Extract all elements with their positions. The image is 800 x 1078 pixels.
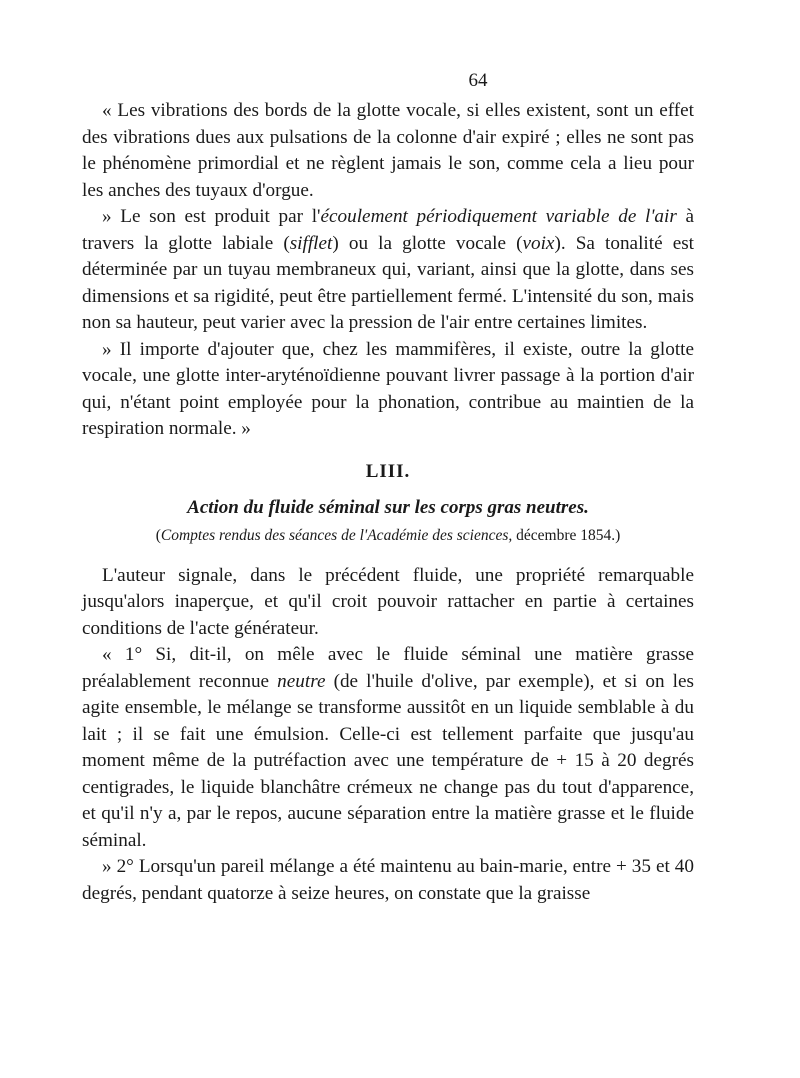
- italic-run: sifflet: [289, 232, 333, 254]
- quote-paragraph-2: [82, 204, 694, 337]
- text-run: ). Sa tonalité est déterminée par un tuyau membraneux qui, variant, ainsi que la glotte, dans ses dimensions et sa rigidité, peut être partiellement fermé. L'intensité du son, mais non sa hauteur, peut varier avec la pression de l'air entre certaines limites.: [82, 232, 695, 333]
- italic-run: écoulement périodiquement variable de l'air: [320, 206, 677, 227]
- text-run: » Le son est produit par l': [102, 206, 321, 227]
- text-run: ) ou la glotte vocale (: [332, 232, 523, 254]
- body-paragraph-2: [82, 642, 694, 854]
- quote-paragraph-1: « Les vibrations des bords de la glotte vocale, si elles existent, sont un effet des vibrations dues aux pulsations de la colonne d'air expiré ; elles ne sont pas le phénomène primordial et ne règlent jamais le son, comme cela a lieu pour les anches des tuyaux d'orgue.: [82, 100, 694, 201]
- body-paragraph-3: » 2° Lorsqu'un pareil mélange a été maintenu au bain-marie, entre + 35 et 40 degrés, pendant quatorze à seize heures, on constate que la graisse: [82, 856, 694, 904]
- section-source: [82, 527, 694, 545]
- page-number: 64: [468, 70, 488, 91]
- section-title: Action du fluide séminal sur les corps gras neutres.: [187, 496, 589, 518]
- italic-run: neutre: [277, 670, 326, 692]
- body-paragraph-1: L'auteur signale, dans le précédent fluide, une propriété remarquable jusqu'alors inaperçue, et qu'il croit pouvoir rattacher en partie à certaines conditions de l'acte générateur.: [82, 564, 694, 639]
- source-journal: Comptes rendus des séances de l'Académie des sciences,: [160, 526, 513, 544]
- text-run: « 1° Si, dit-il, on mêle avec le fluide séminal une matière grasse préalablement reconnue: [82, 644, 694, 692]
- page: [82, 70, 694, 907]
- italic-run: voix: [522, 232, 555, 254]
- quote-paragraph-3: » Il importe d'ajouter que, chez les mammifères, il existe, outre la glotte vocale, une glotte inter-aryténoïdienne pouvant livrer passage à la portion d'air qui, n'étant point employée pour la phonation, contribue au maintien de la respiration normale. »: [82, 338, 694, 439]
- source-date: décembre 1854.: [512, 526, 616, 544]
- text-run: à travers la glotte labiale (: [82, 206, 695, 254]
- section-number: LIII.: [365, 460, 411, 482]
- paren-close: ): [615, 526, 621, 544]
- text-run: (de l'huile d'olive, par exemple), et si on les agite ensemble, le mélange se transforme aussitôt en un liquide semblable à du lait ; il se fait une émulsion. Celle-ci est tellement parfaite que jusqu'au moment même de la putréfaction avec une température de + 15 à 20 degrés centigrades, le liquide blanchâtre crémeux ne change pas du tout d'apparence, et qu'il n'y a, par le repos, aucune séparation entre la matière grasse et le fluide séminal.: [82, 670, 694, 851]
- paren-open: (: [155, 526, 161, 544]
